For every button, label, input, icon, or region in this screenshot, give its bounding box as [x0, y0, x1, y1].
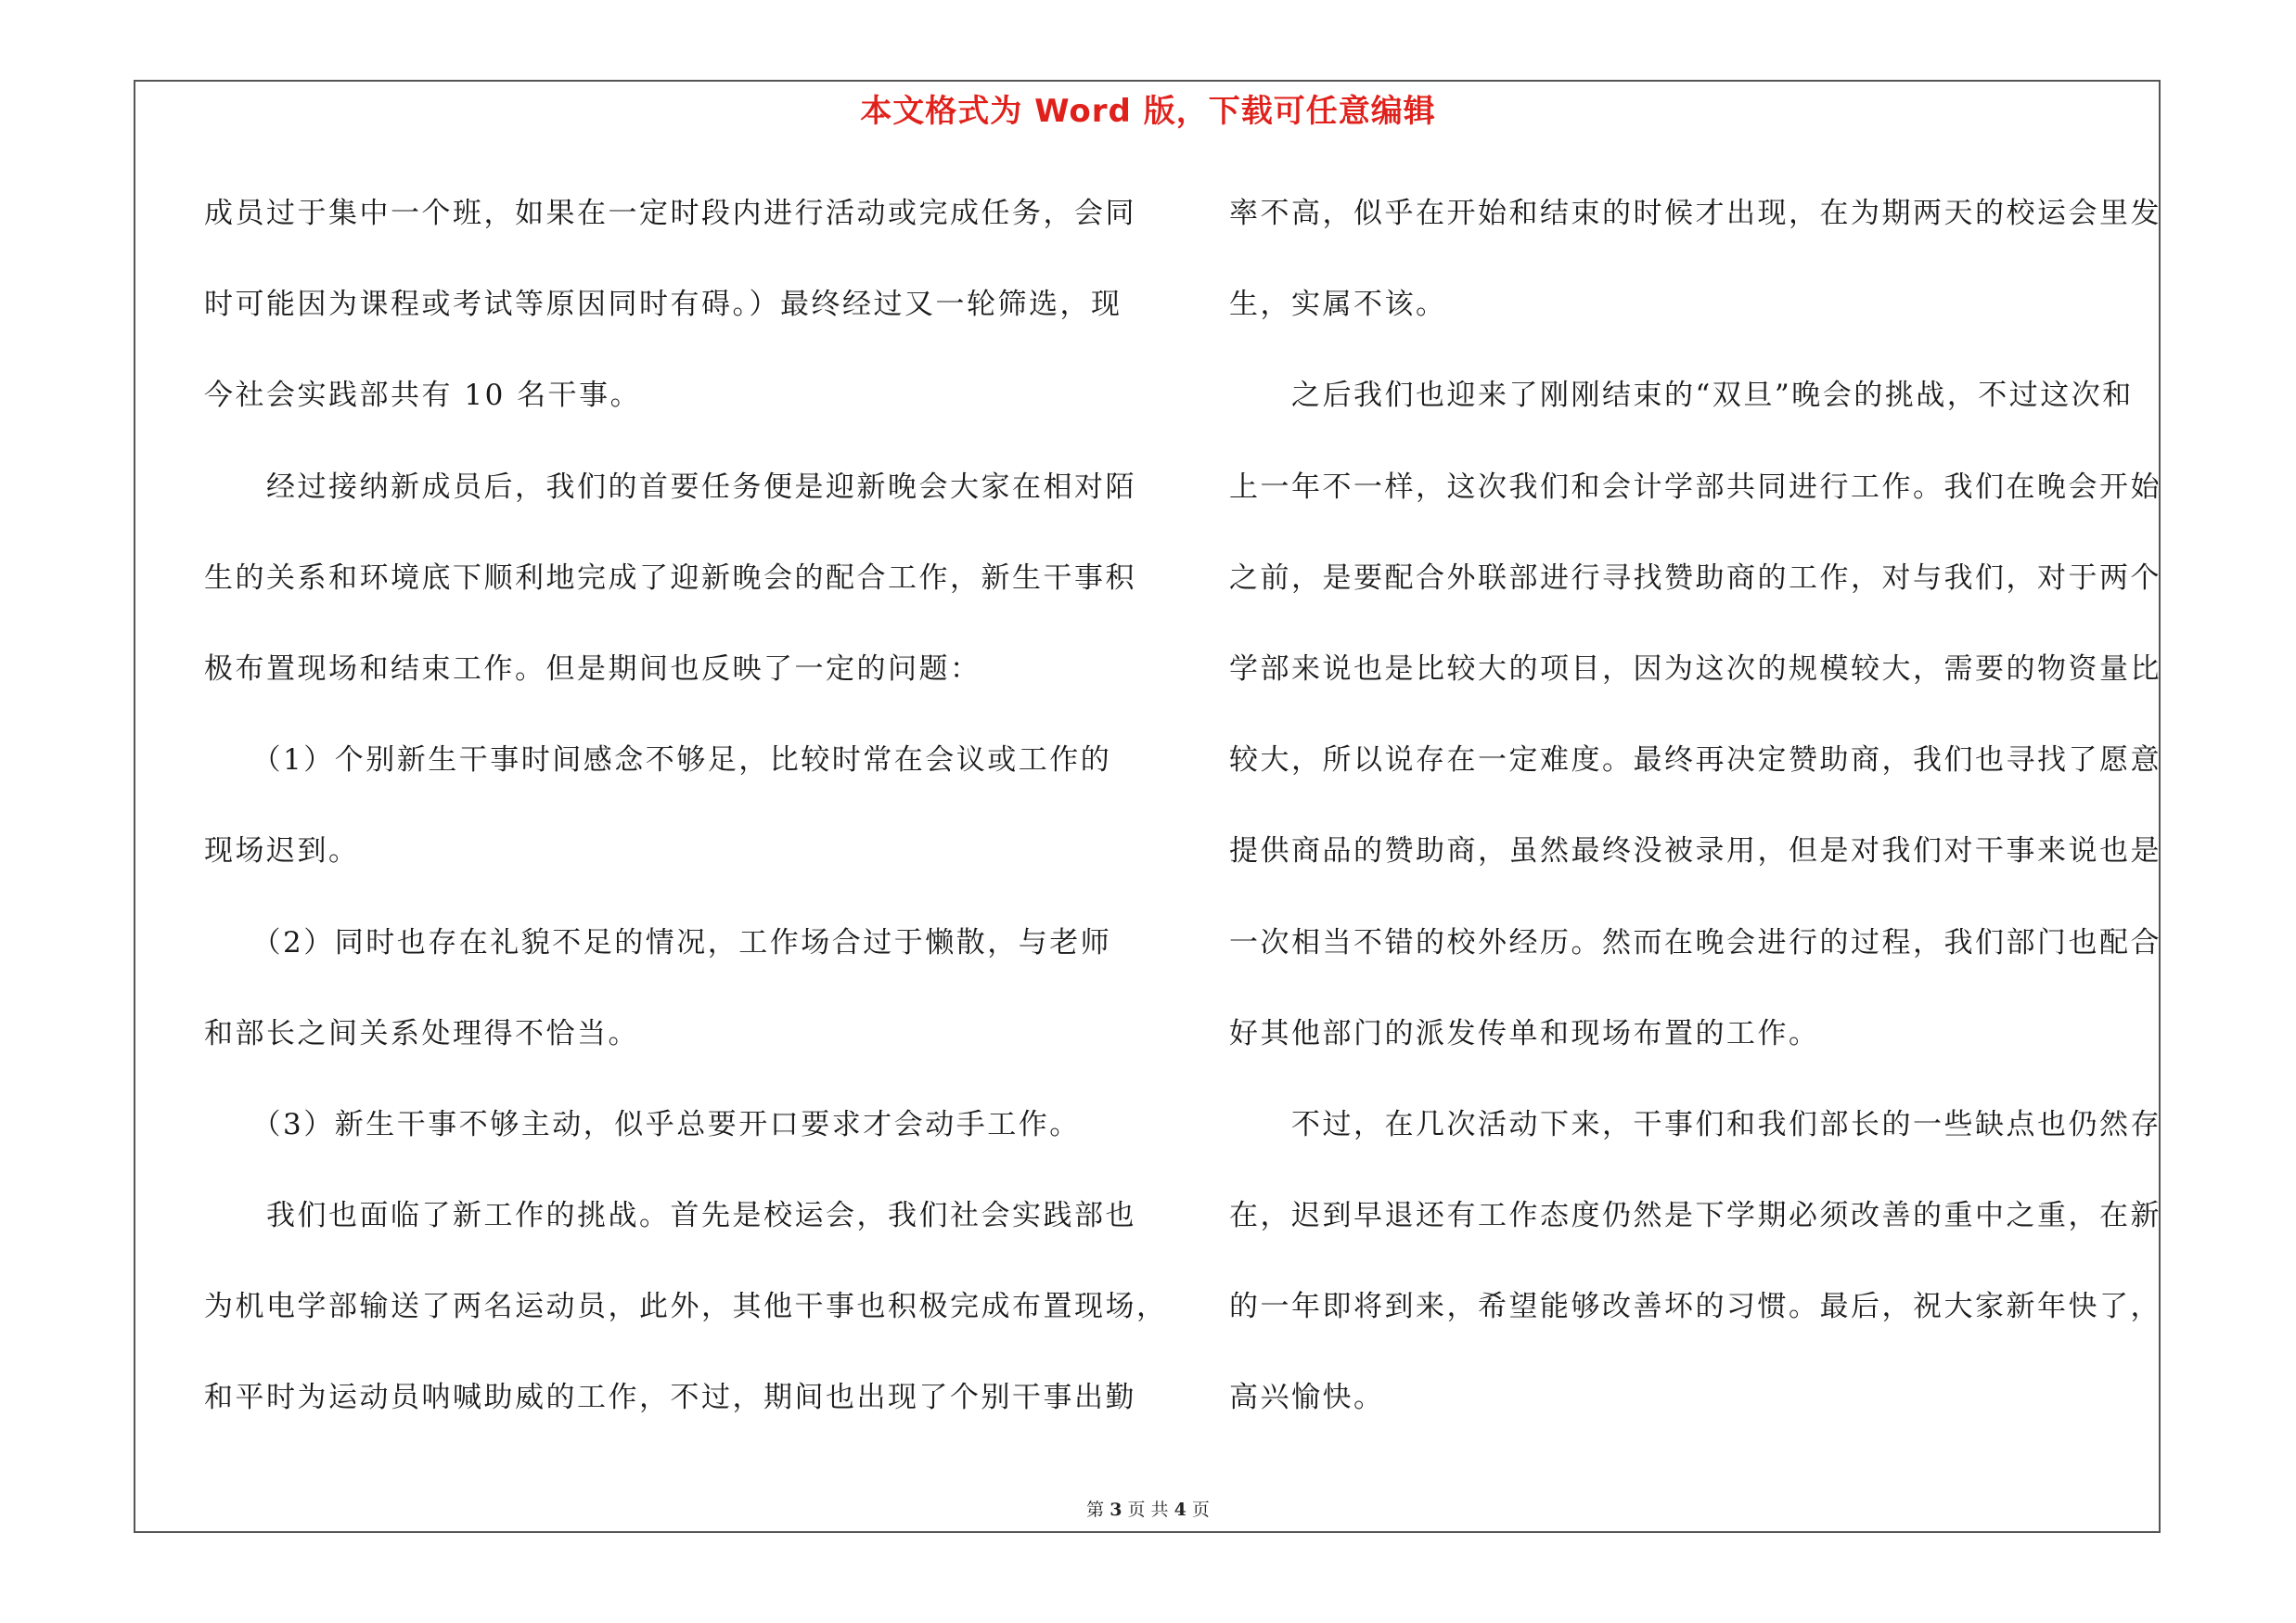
text-line: 一次相当不错的校外经历。然而在晚会进行的过程，我们部门也配合: [1229, 925, 2161, 960]
text-line: 率不高，似乎在开始和结束的时候才出现，在为期两天的校运会里发: [1229, 197, 2161, 230]
text-line: 在，迟到早退还有工作态度仍然是下学期必须改善的重中之重，在新: [1229, 1199, 2161, 1233]
footer-prefix: 第: [1086, 1500, 1105, 1520]
text-line: 我们也面临了新工作的挑战。首先是校运会，我们社会实践部也: [204, 1199, 1136, 1233]
text-line: 上一年不一样，这次我们和会计学部共同进行工作。我们在晚会开始: [1229, 470, 2161, 504]
left-text-column: [204, 186, 1168, 1462]
text-line: （2）同时也存在礼貌不足的情况，工作场合过于懒散，与老师: [204, 925, 1112, 960]
text-line: 较大，所以说存在一定难度。最终再决定赞助商，我们也寻找了愿意: [1229, 743, 2161, 778]
text-line: 和平时为运动员呐喊助威的工作，不过，期间也出现了个别干事出勤: [204, 1381, 1136, 1415]
text-line: 不过，在几次活动下来，干事们和我们部长的一些缺点也仍然存: [1229, 1107, 2161, 1141]
text-line: 时可能因为课程或考试等原因同时有碍。）最终经过又一轮筛选，现: [204, 288, 1122, 322]
footer-suffix: 页: [1191, 1500, 1210, 1520]
total-page-count: 4: [1174, 1500, 1186, 1520]
text-line: 成员过于集中一个班，如果在一定时段内进行活动或完成任务，会同: [204, 197, 1136, 230]
text-line: 现场迟到。: [204, 834, 360, 869]
footer-middle: 页 共: [1127, 1500, 1169, 1520]
text-line: 和部长之间关系处理得不恰当。: [204, 1016, 639, 1050]
current-page-number: 3: [1110, 1500, 1122, 1520]
text-line: 为机电学部输送了两名运动员，此外，其他干事也积极完成布置现场，: [204, 1290, 1168, 1324]
text-line: 之后我们也迎来了刚刚结束的“双旦”晚会的挑战，不过这次和: [1229, 379, 2134, 413]
text-line: 学部来说也是比较大的项目，因为这次的规模较大，需要的物资量比: [1229, 651, 2161, 686]
text-line: 之前，是要配合外联部进行寻找赞助商的工作，对与我们，对于两个: [1229, 560, 2161, 595]
text-line: 今社会实践部共有 10 名干事。: [204, 379, 642, 413]
text-line: 生的关系和环境底下顺利地完成了迎新晚会的配合工作，新生干事积: [204, 560, 1136, 595]
text-line: （1）个别新生干事时间感念不够足，比较时常在会议或工作的: [204, 743, 1112, 778]
text-line: 的一年即将到来，希望能够改善坏的习惯。最后，祝大家新年快了，: [1229, 1290, 2161, 1324]
text-line: 生，实属不该。: [1229, 288, 1447, 322]
text-line: 极布置现场和结束工作。但是期间也反映了一定的问题：: [204, 651, 981, 686]
right-text-column: [1229, 186, 2161, 1462]
text-line: 提供商品的赞助商，虽然最终没被录用，但是对我们对干事来说也是: [1229, 834, 2161, 869]
page-header-title: 本文格式为 Word 版，下载可任意编辑: [860, 93, 1436, 130]
text-line: 经过接纳新成员后，我们的首要任务便是迎新晚会大家在相对陌: [204, 470, 1136, 504]
text-line: （3）新生干事不够主动，似乎总要开口要求才会动手工作。: [204, 1107, 1081, 1141]
text-line: 好其他部门的派发传单和现场布置的工作。: [1229, 1016, 1820, 1050]
text-line: 高兴愉快。: [1229, 1381, 1385, 1415]
page-number-footer: [0, 1496, 2296, 1521]
